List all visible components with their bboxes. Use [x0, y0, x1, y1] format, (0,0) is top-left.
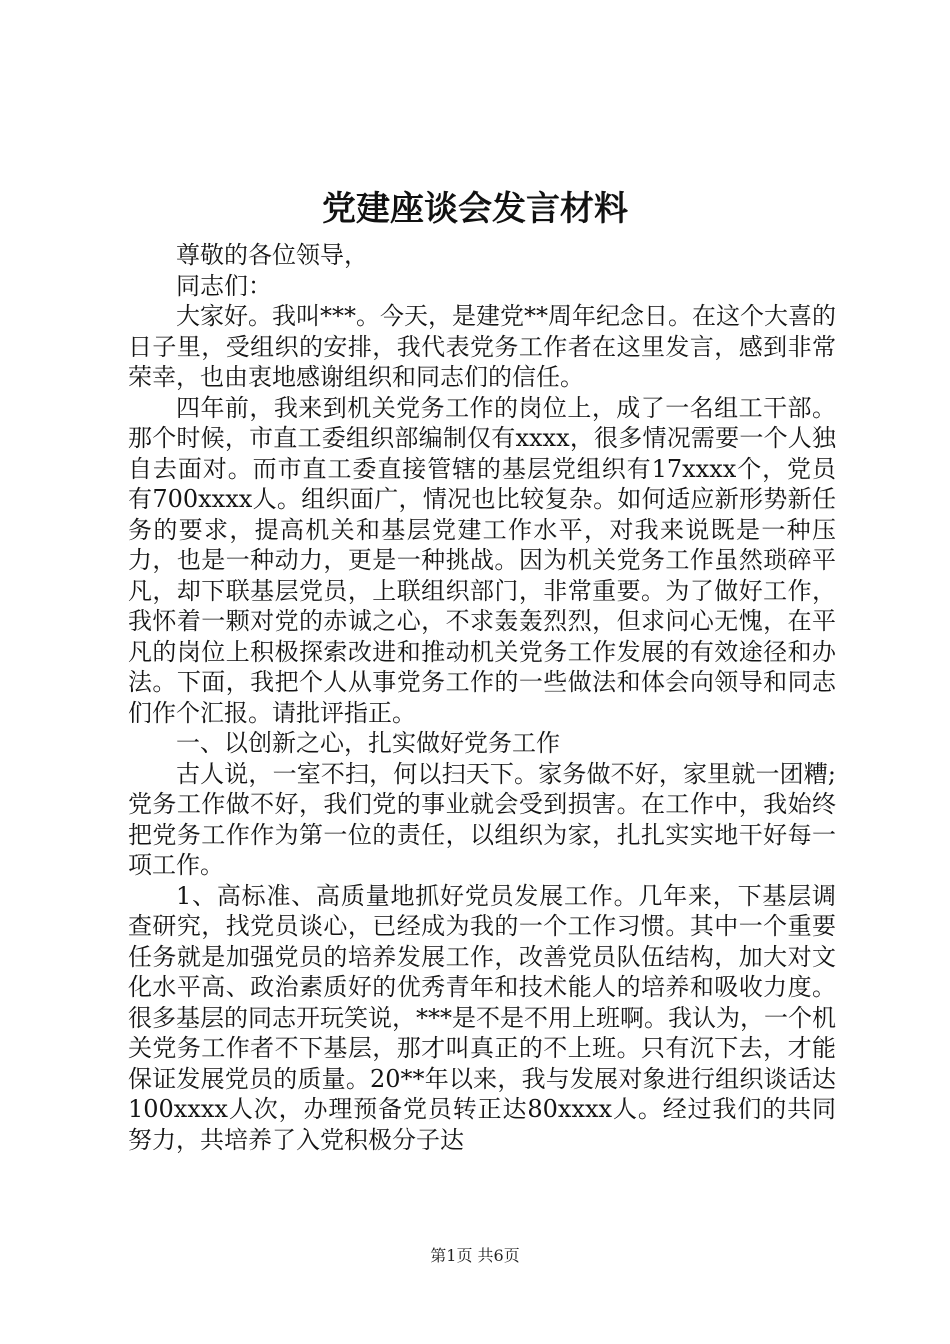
paragraph-section-1-intro: 古人说，一室不扫，何以扫天下。家务做不好，家里就一团糟;党务工作做不好，我们党的事业就会受到损害。在工作中，我始终把党务工作作为第一位的责任，以组织为家，扎扎实实地干好每一项工作。	[128, 759, 836, 879]
document-title: 党建座谈会发言材料	[322, 189, 628, 229]
document-body	[128, 240, 836, 1155]
section-heading-1: 一、以创新之心，扎实做好党务工作	[176, 729, 560, 757]
paragraph-greeting: 大家好。我叫***。今天，是建党**周年纪念日。在这个大喜的日子里，受组织的安排，我代表党务工作者在这里发言，感到非常荣幸，也由衷地感谢组织和同志们的信任。	[128, 302, 836, 391]
salutation-leaders: 尊敬的各位领导，	[176, 241, 368, 269]
salutation-comrades: 同志们：	[176, 271, 272, 300]
paragraph-background: 四年前，我来到机关党务工作的岗位上，成了一名组工干部。那个时候，市直工委组织部编制仅有xxxx，很多情况需要一个人独自去面对。而市直工委直接管辖的基层党组织有17xxxx个，党员有700xxxx人。组织面广，情况也比较复杂。如何适应新形势新任务的要求，提高机关和基层党建工作水平，对我来说既是一种压力，也是一种动力，更是一种挑战。因为机关党务工作虽然琐碎平凡，却下联基层党员，上联组织部门，非常重要。为了做好工作，我怀着一颗对党的赤诚之心，不求轰轰烈烈，但求问心无愧，在平凡的岗位上积极探索改进和推动机关党务工作发展的有效途径和办法。下面，我把个人从事党务工作的一些做法和体会向领导和同志们作个汇报。请批评指正。	[128, 393, 836, 727]
paragraph-item-1: 1、高标准、高质量地抓好党员发展工作。几年来，下基层调查研究，找党员谈心，已经成为我的一个工作习惯。其中一个重要任务就是加强党员的培养发展工作，改善党员队伍结构，加大对文化水平高、政治素质好的优秀青年和技术能人的培养和吸收力度。很多基层的同志开玩笑说，***是不是不用上班啊。我认为，一个机关党务工作者不下基层，那才叫真正的不上班。只有沉下去，才能保证发展党员的质量。20**年以来，我与发展对象进行组织谈话达100xxxx人次，办理预备党员转正达80xxxx人。经过我们的共同努力，共培养了入党积极分子达	[128, 881, 836, 1154]
page-footer: 第1页 共6页	[430, 1246, 520, 1265]
